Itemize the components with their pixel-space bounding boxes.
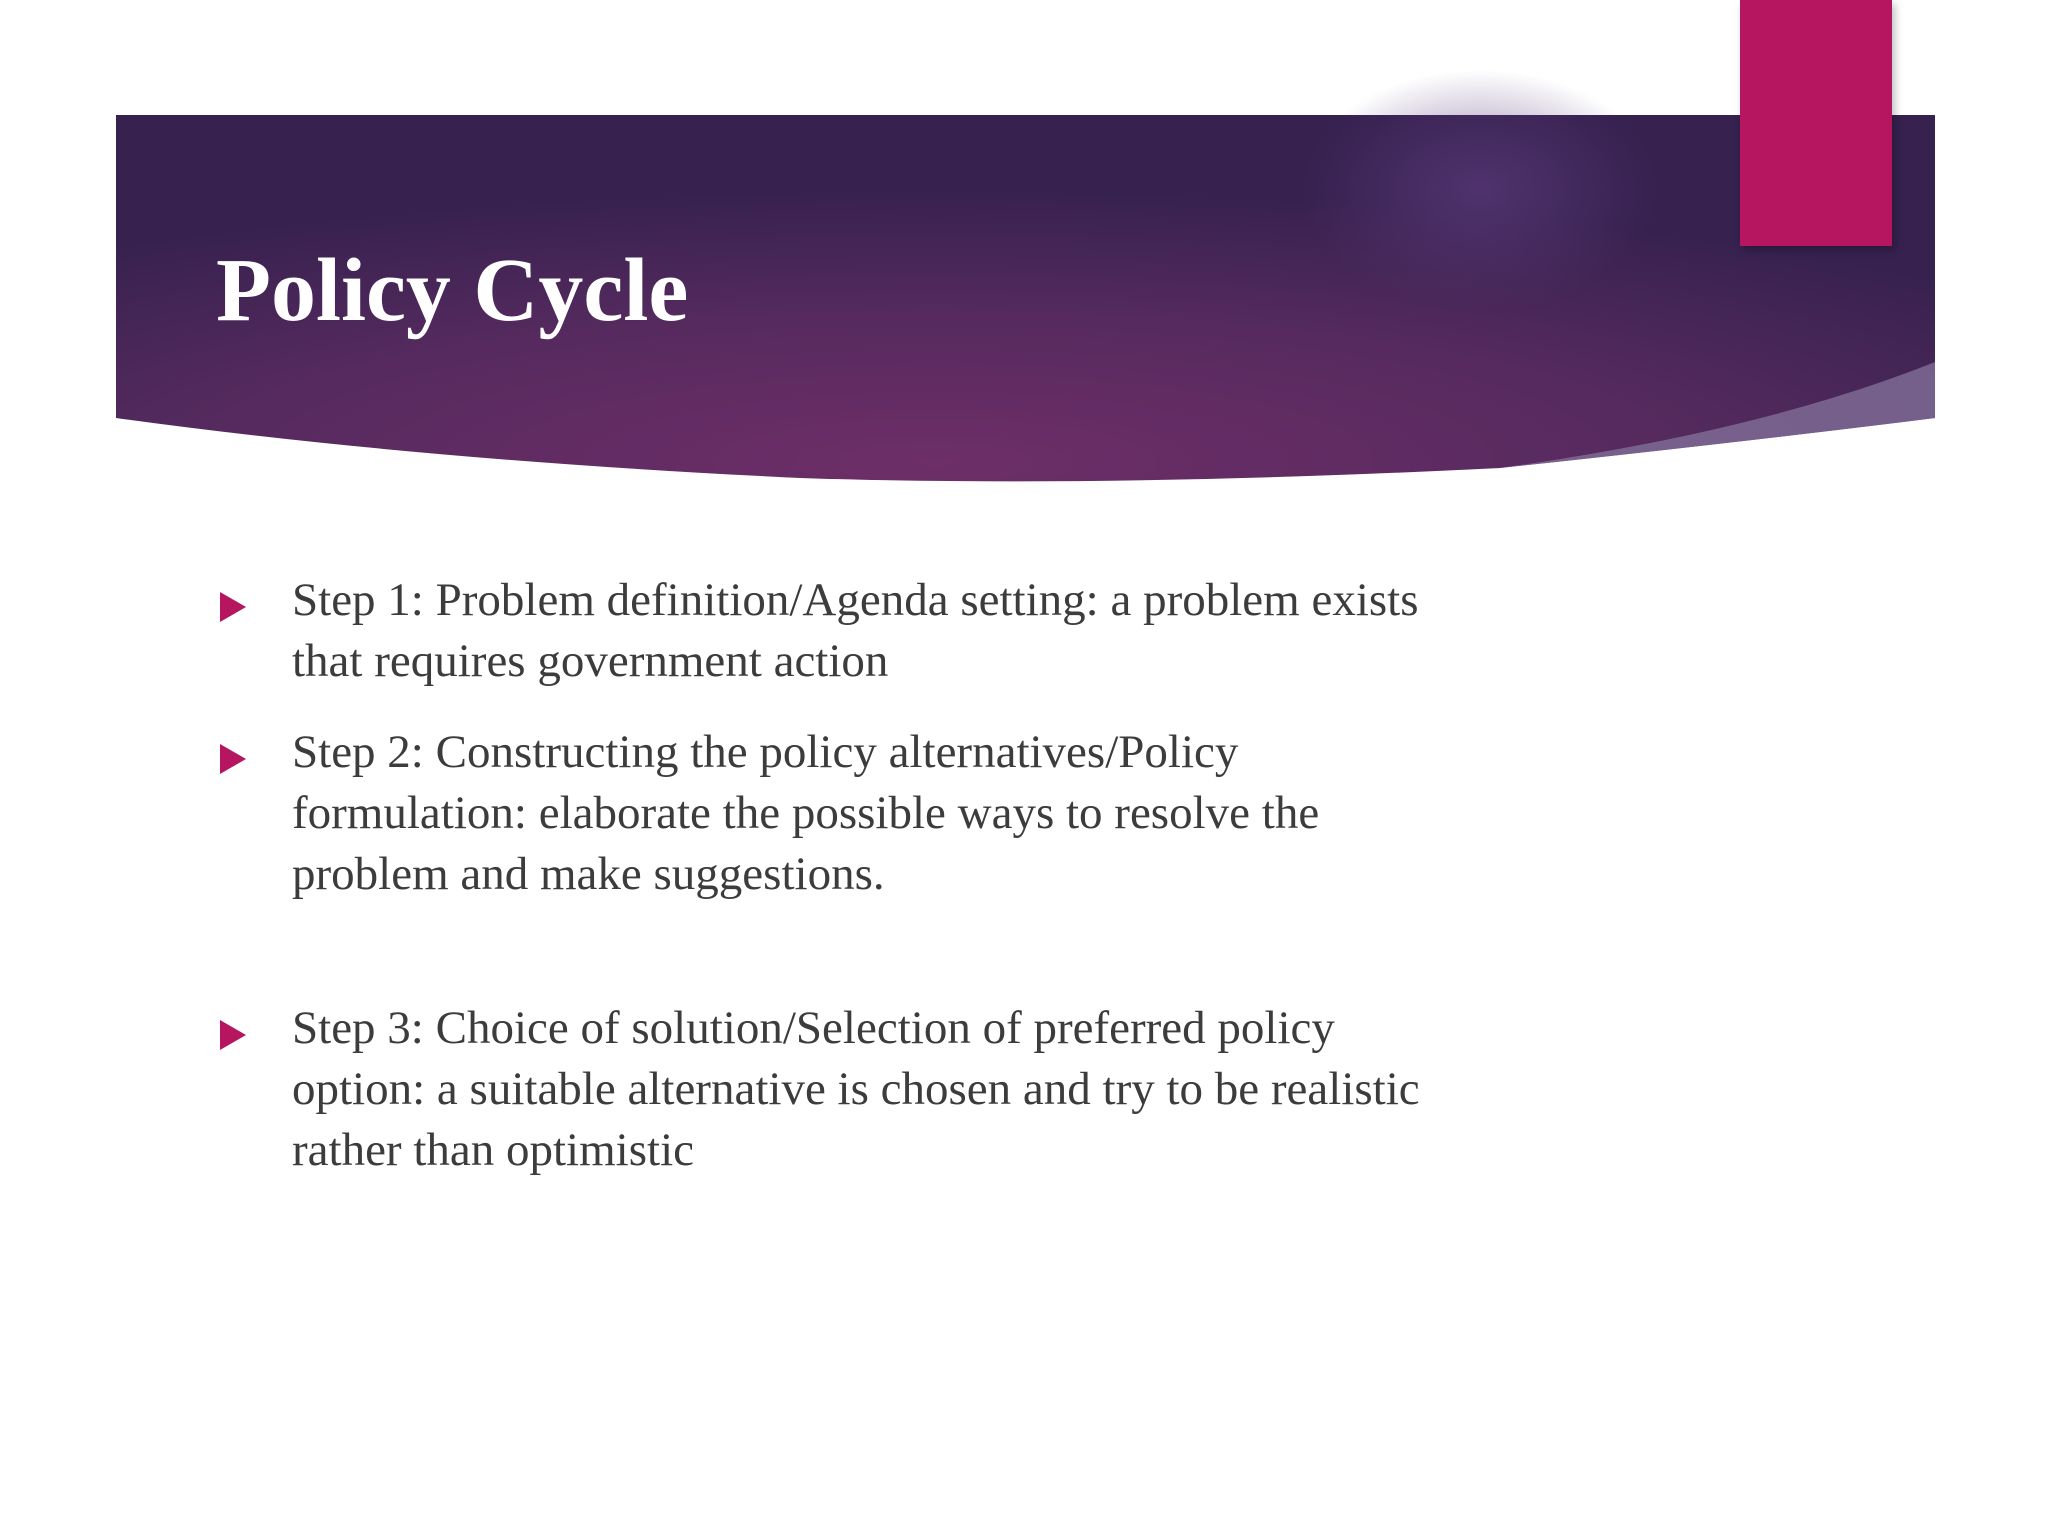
triangle-right-icon xyxy=(220,744,246,774)
triangle-right-icon xyxy=(220,592,246,622)
triangle-right-icon xyxy=(220,1020,246,1050)
accent-tab xyxy=(1740,0,1892,246)
bullet-text: Step 2: Constructing the policy alternatives/Policy formulation: elaborate the possible ways to resolve the problem and make suggestions. xyxy=(292,726,1320,900)
bullet-text: Step 1: Problem definition/Agenda setting: a problem exists that requires government action xyxy=(292,574,1419,687)
slide-title: Policy Cycle xyxy=(216,241,689,340)
bullet-text: Step 3: Choice of solution/Selection of preferred policy option: a suitable alternative is chosen and try to be realistic rather than optimistic xyxy=(292,1002,1420,1176)
banner-glow xyxy=(1300,70,1660,310)
